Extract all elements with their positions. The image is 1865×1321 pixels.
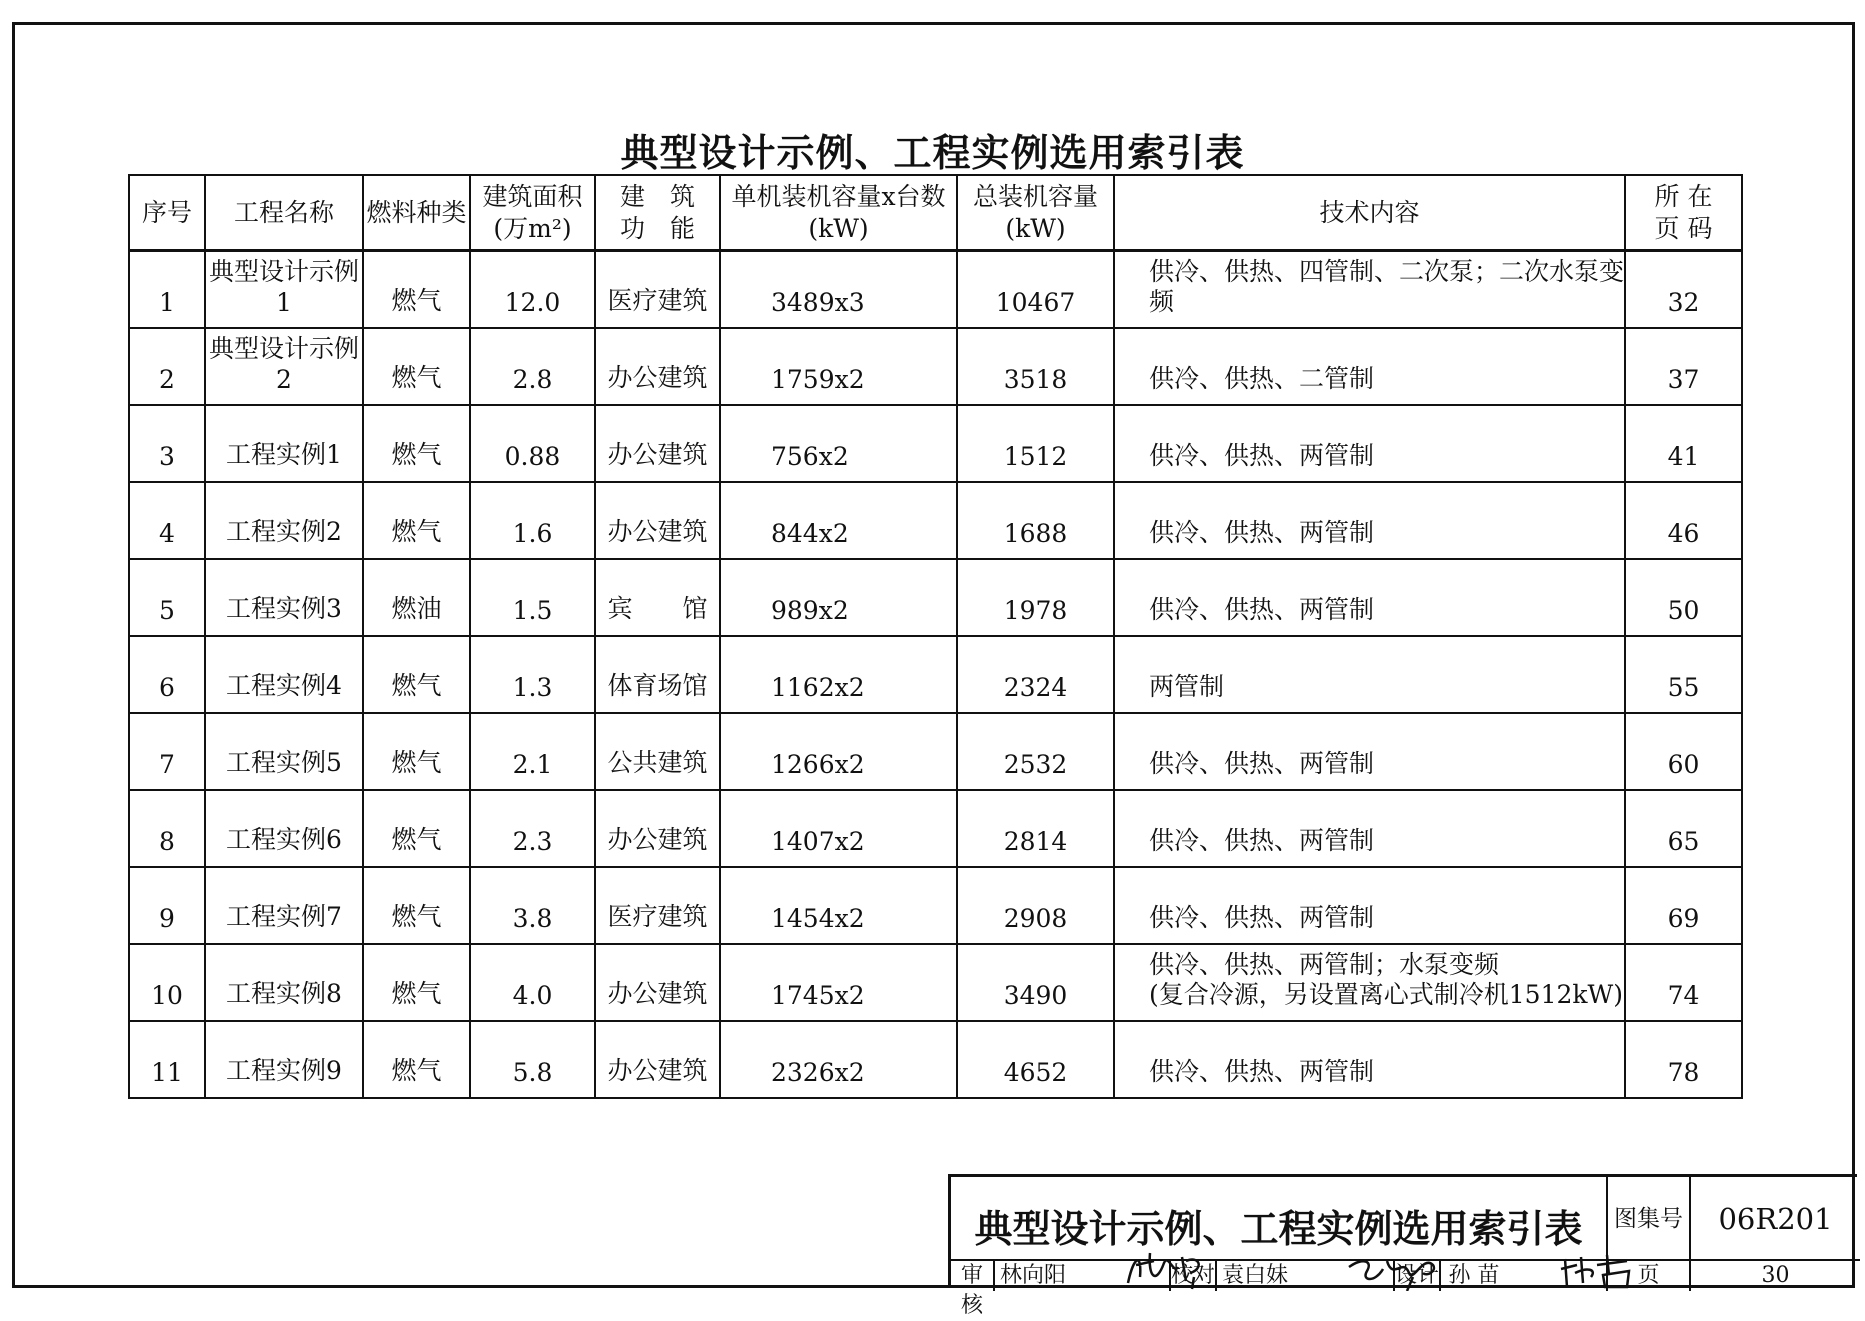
cell-function: 办公建筑 [595, 1021, 720, 1098]
cell-fuel: 燃气 [363, 251, 470, 329]
cell-function: 医疗建筑 [595, 867, 720, 944]
cell-fuel: 燃气 [363, 1021, 470, 1098]
cell-page: 65 [1625, 790, 1742, 867]
cell-fuel: 燃气 [363, 867, 470, 944]
cell-tech [1114, 328, 1625, 405]
cell-unit-capacity: 2326x2 [720, 1021, 957, 1098]
cell-unit-capacity: 1266x2 [720, 713, 957, 790]
cell-name: 典型设计示例2 [205, 328, 363, 405]
header-total-capacity-unit: (kW) [1005, 213, 1066, 243]
cell-area: 2.3 [470, 790, 595, 867]
cell-no: 10 [129, 944, 205, 1021]
table-row [129, 328, 1742, 405]
cell-total-capacity: 2908 [957, 867, 1114, 944]
cell-tech [1114, 1021, 1625, 1098]
header-function-line1: 建 筑 [619, 182, 695, 212]
cell-name: 工程实例3 [205, 559, 363, 636]
cell-tech-line1: 供冷、供热、两管制 [1149, 903, 1375, 932]
cell-area: 1.6 [470, 482, 595, 559]
designer-name: 孙 苗 [1448, 1263, 1500, 1288]
cell-fuel: 燃气 [363, 713, 470, 790]
cell-area: 1.3 [470, 636, 595, 713]
cell-no: 8 [129, 790, 205, 867]
cell-tech [1114, 482, 1625, 559]
table-row [129, 405, 1742, 482]
header-name: 工程名称 [205, 175, 363, 251]
table-header-row [129, 175, 1742, 251]
cell-fuel: 燃气 [363, 944, 470, 1021]
cell-no: 2 [129, 328, 205, 405]
cell-function: 办公建筑 [595, 328, 720, 405]
cell-no: 7 [129, 713, 205, 790]
cell-tech-line1: 供冷、供热、两管制 [1149, 595, 1375, 624]
header-fuel: 燃料种类 [363, 175, 470, 251]
cell-tech-line1: 供冷、供热、二管制 [1149, 364, 1375, 393]
cell-total-capacity: 3490 [957, 944, 1114, 1021]
cell-tech-line1: 供冷、供热、两管制；水泵变频 [1149, 950, 1500, 979]
cell-name: 工程实例8 [205, 944, 363, 1021]
header-function-line2: 功 能 [619, 213, 695, 243]
cell-page: 41 [1625, 405, 1742, 482]
index-table [128, 174, 1743, 1099]
cell-function: 公共建筑 [595, 713, 720, 790]
cell-unit-capacity: 756x2 [720, 405, 957, 482]
cell-total-capacity: 2814 [957, 790, 1114, 867]
cell-page: 50 [1625, 559, 1742, 636]
cell-fuel: 燃气 [363, 328, 470, 405]
cell-tech [1114, 636, 1625, 713]
header-page-line1: 所 在 [1654, 182, 1713, 212]
cell-no: 5 [129, 559, 205, 636]
cell-tech-line1: 供冷、供热、两管制 [1149, 441, 1375, 470]
cell-fuel: 燃气 [363, 405, 470, 482]
cell-page: 32 [1625, 251, 1742, 329]
cell-no: 6 [129, 636, 205, 713]
cell-no: 3 [129, 405, 205, 482]
cell-tech-line1: 供冷、供热、两管制 [1149, 518, 1375, 547]
cell-tech [1114, 251, 1625, 329]
cell-tech [1114, 559, 1625, 636]
title-block-title: 典型设计示例、工程实例选用索引表 [951, 1177, 1608, 1261]
header-tech: 技术内容 [1114, 175, 1625, 251]
cell-unit-capacity: 844x2 [720, 482, 957, 559]
header-unit-capacity-unit: (kW) [808, 213, 869, 243]
cell-area: 2.8 [470, 328, 595, 405]
cell-page: 46 [1625, 482, 1742, 559]
header-area [470, 175, 595, 251]
cell-unit-capacity: 3489x3 [720, 251, 957, 329]
header-total-capacity [957, 175, 1114, 251]
table-row [129, 482, 1742, 559]
table-row [129, 713, 1742, 790]
cell-name: 工程实例7 [205, 867, 363, 944]
header-page [1625, 175, 1742, 251]
header-unit-capacity-label: 单机装机容量x台数 [731, 182, 946, 212]
cell-page: 74 [1625, 944, 1742, 1021]
atlas-number-label: 图集号 [1608, 1177, 1691, 1261]
cell-tech [1114, 944, 1625, 1021]
cell-name: 工程实例9 [205, 1021, 363, 1098]
cell-fuel: 燃气 [363, 790, 470, 867]
cell-no: 11 [129, 1021, 205, 1098]
cell-total-capacity: 3518 [957, 328, 1114, 405]
cell-page: 37 [1625, 328, 1742, 405]
cell-unit-capacity: 989x2 [720, 559, 957, 636]
atlas-number: 06R201 [1691, 1177, 1860, 1261]
cell-area: 0.88 [470, 405, 595, 482]
cell-page: 78 [1625, 1021, 1742, 1098]
cell-total-capacity: 2532 [957, 713, 1114, 790]
cell-name: 工程实例5 [205, 713, 363, 790]
table-row [129, 636, 1742, 713]
table-row [129, 944, 1742, 1021]
cell-function: 体育场馆 [595, 636, 720, 713]
cell-area: 12.0 [470, 251, 595, 329]
signature-row [951, 1261, 1860, 1318]
review-label: 审核 [951, 1261, 995, 1291]
designer-signature [1507, 1261, 1608, 1291]
cell-fuel: 燃气 [363, 482, 470, 559]
cell-tech-line1: 供冷、供热、两管制 [1149, 1057, 1375, 1086]
cell-area: 3.8 [470, 867, 595, 944]
cell-area: 5.8 [470, 1021, 595, 1098]
cell-fuel: 燃气 [363, 636, 470, 713]
cell-function: 医疗建筑 [595, 251, 720, 329]
checker-signature [1293, 1261, 1395, 1291]
cell-tech-line1: 两管制 [1149, 672, 1225, 701]
cell-tech [1114, 405, 1625, 482]
page-label: 页 [1608, 1261, 1691, 1291]
header-page-line2: 页 码 [1654, 213, 1713, 243]
cell-unit-capacity: 1745x2 [720, 944, 957, 1021]
design-label: 设计 [1395, 1261, 1441, 1291]
table-row [129, 867, 1742, 944]
cell-unit-capacity: 1162x2 [720, 636, 957, 713]
cell-name: 典型设计示例1 [205, 251, 363, 329]
cell-page: 69 [1625, 867, 1742, 944]
cell-tech-line1: 供冷、供热、四管制、二次泵；二次水泵变频 [1149, 257, 1625, 316]
table-row [129, 559, 1742, 636]
cell-unit-capacity: 1407x2 [720, 790, 957, 867]
cell-no: 1 [129, 251, 205, 329]
cell-total-capacity: 4652 [957, 1021, 1114, 1098]
cell-total-capacity: 2324 [957, 636, 1114, 713]
header-unit-capacity [720, 175, 957, 251]
cell-page: 60 [1625, 713, 1742, 790]
cell-unit-capacity: 1759x2 [720, 328, 957, 405]
cell-tech-line1: 供冷、供热、两管制 [1149, 749, 1375, 778]
cell-name: 工程实例1 [205, 405, 363, 482]
cell-function: 办公建筑 [595, 405, 720, 482]
reviewer-signature [1071, 1261, 1171, 1291]
header-function [595, 175, 720, 251]
cell-tech-line1: 供冷、供热、两管制 [1149, 826, 1375, 855]
cell-name: 工程实例2 [205, 482, 363, 559]
page-number: 30 [1761, 1263, 1790, 1288]
header-no: 序号 [129, 175, 205, 251]
cell-no: 4 [129, 482, 205, 559]
reviewer-name: 林向阳 [999, 1263, 1066, 1288]
cell-total-capacity: 1512 [957, 405, 1114, 482]
cell-tech-line2: (复合冷源，另设置离心式制冷机1512kW) [1149, 980, 1623, 1009]
cell-function: 办公建筑 [595, 790, 720, 867]
cell-area: 1.5 [470, 559, 595, 636]
header-area-label: 建筑面积 [482, 182, 583, 212]
cell-total-capacity: 1978 [957, 559, 1114, 636]
cell-total-capacity: 1688 [957, 482, 1114, 559]
cell-function: 办公建筑 [595, 482, 720, 559]
cell-name: 工程实例4 [205, 636, 363, 713]
table-row [129, 251, 1742, 329]
table-row [129, 1021, 1742, 1098]
title-block [948, 1174, 1857, 1318]
cell-no: 9 [129, 867, 205, 944]
check-label: 校对 [1171, 1261, 1217, 1291]
cell-function: 宾 馆 [595, 559, 720, 636]
cell-tech [1114, 867, 1625, 944]
cell-page: 55 [1625, 636, 1742, 713]
cell-unit-capacity: 1454x2 [720, 867, 957, 944]
cell-area: 4.0 [470, 944, 595, 1021]
header-area-unit: (万m²) [493, 213, 572, 243]
cell-tech [1114, 790, 1625, 867]
page-title: 典型设计示例、工程实例选用索引表 [620, 131, 1245, 175]
table-row [129, 790, 1742, 867]
checker-name: 袁白妹 [1221, 1263, 1288, 1288]
cell-function: 办公建筑 [595, 944, 720, 1021]
cell-fuel: 燃油 [363, 559, 470, 636]
cell-total-capacity: 10467 [957, 251, 1114, 329]
cell-tech [1114, 713, 1625, 790]
header-total-capacity-label: 总装机容量 [972, 182, 1098, 212]
cell-name: 工程实例6 [205, 790, 363, 867]
cell-area: 2.1 [470, 713, 595, 790]
